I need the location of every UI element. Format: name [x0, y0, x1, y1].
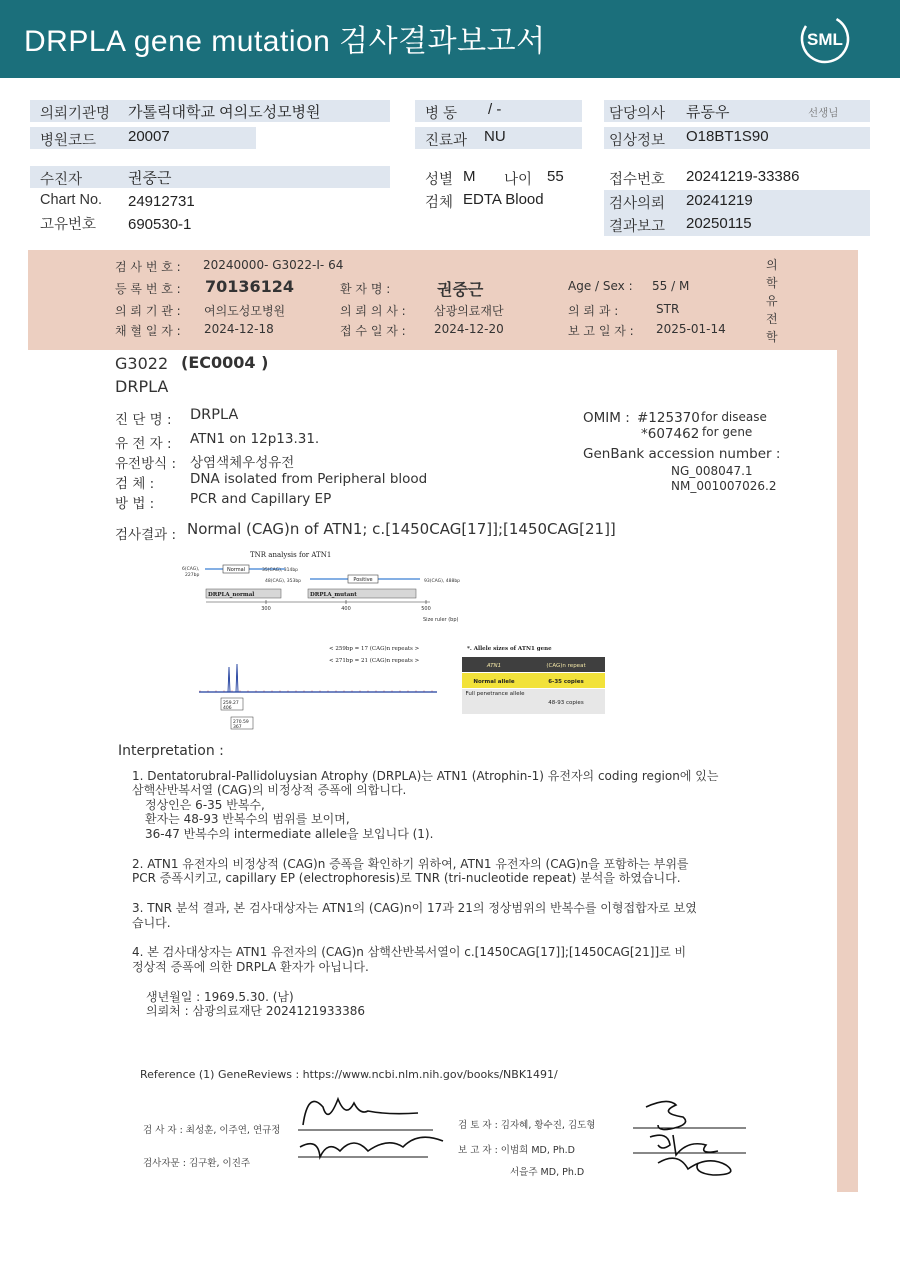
interp-line-7: PCR 증폭시키고, capillary EP (electrophoresis)로 TNR (tri-nucleotide repeat) 분석을 하였습니다.	[132, 871, 681, 885]
test-no-value: 20240000- G3022-I- 64	[203, 258, 344, 272]
draw-date-label: 채 혈 일 자 :	[115, 324, 181, 338]
svg-text:48(CAG), 353bp: 48(CAG), 353bp	[265, 579, 302, 584]
svg-text:*. Allele sizes of ATN1 gene: *. Allele sizes of ATN1 gene	[467, 646, 552, 652]
scan-specimen-label: 검 체 :	[115, 476, 155, 492]
patient-value: 권중근	[128, 170, 172, 187]
svg-text:Size ruler (bp): Size ruler (bp)	[423, 617, 459, 623]
interp-line-3: 정상인은 6-35 반복수,	[145, 798, 265, 812]
agesex-label: Age / Sex :	[568, 279, 633, 293]
rep-date-value: 2025-01-14	[656, 322, 726, 336]
specimen-label: 검체	[425, 195, 454, 211]
omim-2-note: for gene	[702, 425, 753, 439]
test-code: G3022	[115, 354, 169, 373]
examiner-signature	[298, 1085, 458, 1170]
svg-text:(CAG)n repeat: (CAG)n repeat	[546, 663, 586, 669]
h-doc-value: 삼광의료재단	[434, 304, 504, 318]
h-patient-label: 환 자 명 :	[340, 282, 391, 296]
agesex-value: 55 / M	[652, 279, 690, 293]
interp-line-6: 2. ATN1 유전자의 비정상적 (CAG)n 증폭을 확인하기 위하여, ATN1 유전자의 (CAG)n을 포함하는 부위를	[132, 857, 689, 871]
svg-text:Normal: Normal	[226, 567, 246, 573]
genbank-label: GenBank accession number :	[583, 446, 781, 462]
rep-date-label: 보 고 일 자 :	[568, 324, 634, 338]
genbank-2: NM_001007026.2	[671, 479, 777, 493]
svg-text:35(CAG), 314bp: 35(CAG), 314bp	[262, 568, 299, 573]
h-inst-value: 여의도성모병원	[204, 304, 286, 318]
h-doc-label: 의 뢰 의 사 :	[340, 304, 406, 318]
svg-text:93(CAG), 488bp: 93(CAG), 488bp	[424, 579, 461, 584]
interp-line-2: 삼핵산반복서열 (CAG)의 비정상적 증폭에 의합니다.	[132, 783, 407, 797]
test-code-2: (EC0004 )	[181, 353, 269, 372]
omim-1-note: for disease	[701, 410, 767, 424]
reqdate-label: 검사의뢰	[609, 196, 666, 212]
age-value: 55	[547, 168, 564, 185]
reqdate-value: 20241219	[686, 192, 753, 209]
svg-text:< 259bp = 17 (CAG)n repeats >: < 259bp = 17 (CAG)n repeats >	[329, 646, 420, 652]
unique-label: 고유번호	[40, 217, 97, 233]
dept-value: NU	[484, 128, 506, 145]
sml-logo-icon	[798, 12, 852, 66]
svg-text:500: 500	[421, 606, 431, 612]
client-info: 의뢰처 : 삼광의료재단 2024121933386	[146, 1004, 366, 1018]
chart-value: 24912731	[128, 193, 195, 210]
interp-line-1: 1. Dentatorubral-Pallidoluysian Atrophy (DRPLA)는 ATN1 (Atrophin-1) 유전자의 coding region에 있는	[132, 769, 719, 783]
specimen-value: EDTA Blood	[463, 191, 544, 208]
reviewer: 검 토 자 : 김자혜, 황수진, 김도형	[458, 1120, 596, 1131]
sex-value: M	[463, 168, 476, 185]
svg-text:227bp: 227bp	[185, 573, 200, 578]
receipt-value: 20241219-33386	[686, 168, 800, 185]
svg-text:48-93 copies: 48-93 copies	[548, 700, 584, 706]
svg-text:SML: SML	[807, 30, 843, 49]
dept-label: 진료과	[425, 133, 468, 149]
omim-label: OMIM :	[583, 410, 630, 426]
scan-specimen-value: DNA isolated from Peripheral blood	[190, 471, 428, 487]
electropherogram	[195, 640, 445, 735]
doctor-suffix: 선생님	[808, 107, 839, 119]
h-patient-value: 권중근	[437, 280, 484, 299]
svg-text:300: 300	[261, 606, 271, 612]
inherit-value: 상염색체우성유전	[190, 455, 295, 471]
sex-label: 성별	[425, 172, 454, 188]
requester-label: 의뢰기관명	[40, 106, 111, 122]
method-value: PCR and Capillary EP	[190, 491, 332, 507]
report-date-value: 20250115	[686, 215, 752, 232]
gene-label: 유 전 자 :	[115, 436, 172, 452]
genbank-1: NG_008047.1	[671, 464, 753, 478]
omim-1: #125370	[637, 410, 700, 426]
interp-line-8: 3. TNR 분석 결과, 본 검사대상자는 ATN1의 (CAG)n이 17과 21의 정상범위의 반복수를 이형접합자로 보였	[132, 901, 697, 915]
interp-line-9: 습니다.	[132, 916, 171, 930]
patient-label: 수진자	[40, 172, 83, 188]
requester-value: 가톨릭대학교 여의도성모병원	[128, 104, 321, 121]
svg-text:DRPLA_mutant: DRPLA_mutant	[310, 592, 357, 598]
h-dept-label: 의 뢰 과 :	[568, 304, 619, 318]
doctor-label: 담당의사	[609, 106, 666, 122]
svg-text:400: 400	[341, 606, 351, 612]
reporter-2: 서을주 MD, Ph.D	[510, 1167, 585, 1178]
result-label: 검사결과 :	[115, 527, 177, 543]
unique-value: 690530-1	[128, 216, 192, 233]
clinical-value: O18BT1S90	[686, 128, 769, 145]
recv-date-label: 접 수 일 자 :	[340, 324, 406, 338]
reference: Reference (1) GeneReviews : https://www.ncbi.nlm.nih.gov/books/NBK1491/	[140, 1068, 558, 1081]
interp-line-11: 정상적 증폭에 의한 DRPLA 환자가 아닙니다.	[132, 960, 369, 974]
hospcode-value: 20007	[128, 128, 170, 145]
svg-text:DRPLA_normal: DRPLA_normal	[208, 592, 255, 598]
svg-text:259.27: 259.27	[223, 701, 239, 706]
reg-no-value: 70136124	[205, 277, 295, 296]
scan-right-strip	[837, 250, 858, 1192]
svg-text:< 271bp = 21 (CAG)n repeats >: < 271bp = 21 (CAG)n repeats >	[329, 658, 420, 664]
ward-value: / -	[488, 101, 502, 118]
examiner: 검 사 자 : 최성훈, 이주연, 연규정	[143, 1125, 281, 1136]
interp-line-5: 36-47 반복수의 intermediate allele을 보입니다 (1).	[145, 827, 434, 841]
h-inst-label: 의 뢰 기 관 :	[115, 304, 181, 318]
age-label: 나이	[504, 172, 533, 188]
svg-text:ATN1: ATN1	[486, 663, 502, 669]
interpretation-title: Interpretation :	[118, 743, 224, 759]
svg-text:6-35 copies: 6-35 copies	[548, 679, 584, 685]
svg-text:Normal allele: Normal allele	[473, 679, 515, 685]
table-full-penetrance-label: Full penetrance allele	[465, 691, 525, 697]
patient-row	[30, 166, 390, 188]
ward-label: 병 동	[425, 106, 458, 122]
interp-line-10: 4. 본 검사대상자는 ATN1 유전자의 (CAG)n 삼핵산반복서열이 c.[1450CAG[17]];[1450CAG[21]]로 비	[132, 945, 687, 959]
interp-line-4: 환자는 48-93 반복수의 범위를 보이며,	[145, 812, 350, 826]
hospcode-label: 병원코드	[40, 133, 97, 149]
chart-label: Chart No.	[40, 192, 103, 208]
dx-label: 진 단 명 :	[115, 412, 172, 428]
gene-value: ATN1 on 12p13.31.	[190, 431, 320, 447]
svg-text:TNR analysis for ATN1: TNR analysis for ATN1	[250, 551, 332, 559]
birth-date: 생년월일 : 1969.5.30. (남)	[146, 990, 294, 1004]
h-dept-value: STR	[656, 302, 680, 316]
report-header	[0, 0, 900, 78]
svg-text:Positive: Positive	[353, 577, 373, 583]
test-no-label: 검 사 번 호 :	[115, 260, 181, 274]
tnr-analysis-figure	[180, 548, 470, 626]
report-title: DRPLA gene mutation 검사결과보고서	[24, 25, 546, 58]
test-name: DRPLA	[115, 377, 169, 396]
draw-date-value: 2024-12-18	[204, 322, 274, 336]
examiner-asst: 검사자문 : 김구환, 이진주	[143, 1158, 251, 1169]
vertical-tag: 의학유전학	[766, 258, 778, 344]
clinical-label: 임상정보	[609, 133, 666, 149]
svg-text:270.59: 270.59	[233, 720, 249, 725]
result-value: Normal (CAG)n of ATN1; c.[1450CAG[17]];[1450CAG[21]]	[187, 520, 616, 538]
report-date-label: 결과보고	[609, 219, 666, 235]
reg-no-label: 등 록 번 호 :	[115, 282, 181, 296]
omim-2: *607462	[641, 426, 700, 442]
recv-date-value: 2024-12-20	[434, 322, 504, 336]
receipt-label: 접수번호	[609, 172, 666, 188]
svg-text:6(CAG),: 6(CAG),	[182, 567, 200, 572]
inherit-label: 유전방식 :	[115, 456, 177, 472]
reviewer-signature	[628, 1095, 753, 1180]
method-label: 방 법 :	[115, 496, 155, 512]
dx-value: DRPLA	[190, 407, 239, 423]
reporter: 보 고 자 : 이범희 MD, Ph.D	[458, 1145, 575, 1156]
allele-size-table	[460, 640, 610, 718]
svg-text:406: 406	[223, 706, 232, 711]
doctor-value: 류동우	[686, 104, 730, 121]
svg-text:367: 367	[233, 725, 242, 730]
